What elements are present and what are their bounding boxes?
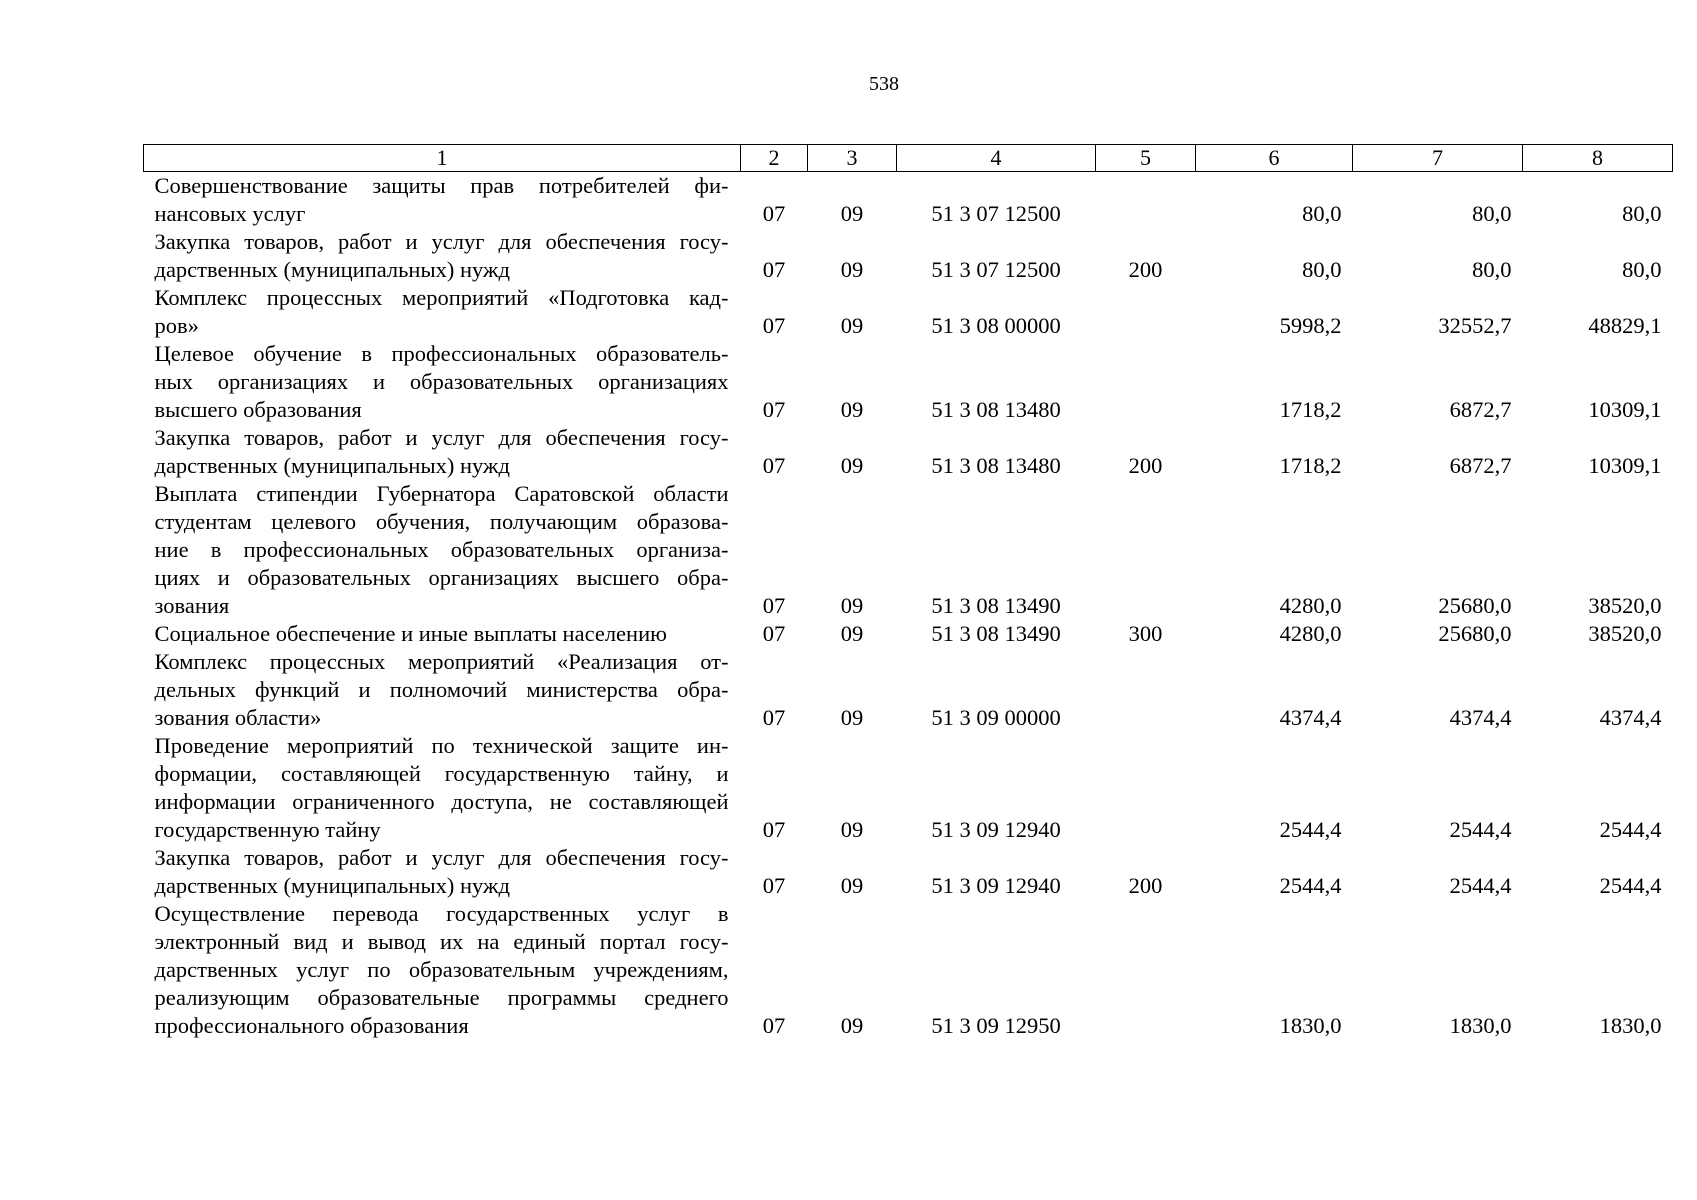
row-subsection-code: 09	[840, 313, 864, 338]
row-name-line: дарственных (муниципальных) нужд	[154, 873, 510, 898]
header-col-8: 8	[1523, 145, 1673, 172]
row-target-article: 51 3 09 12950	[931, 1013, 1061, 1038]
row-name-line: информации ограниченного доступа, не составляющей	[154, 789, 729, 814]
row-name-line: Совершенствование защиты прав потребителей фи-	[154, 173, 729, 198]
row-expense-type: 300	[1128, 621, 1163, 646]
row-amount-col8: 38520,0	[1588, 593, 1662, 618]
row-name-line: формации, составляющей государственную тайну, и	[154, 761, 729, 786]
row-amount-col8: 10309,1	[1588, 397, 1662, 422]
row-section-code: 07	[762, 313, 786, 338]
row-amount-col7: 25680,0	[1438, 593, 1512, 618]
row-target-article: 51 3 09 12940	[931, 817, 1061, 842]
row-name	[144, 844, 741, 900]
row-amount-col8: 4374,4	[1599, 705, 1662, 730]
header-row	[144, 145, 1673, 172]
table-header	[144, 145, 1673, 172]
row-name	[144, 480, 741, 620]
row-expense-type	[1096, 648, 1196, 732]
table-row	[144, 732, 1673, 844]
header-col-1: 1	[144, 145, 741, 172]
row-name	[144, 340, 741, 424]
row-expense-type	[1096, 340, 1196, 424]
row-amount-col6: 1718,2	[1279, 397, 1342, 422]
row-name-line: циях и образовательных организациях высшего обра-	[154, 565, 729, 590]
header-col-2: 2	[741, 145, 808, 172]
row-amount-col8: 48829,1	[1588, 313, 1662, 338]
row-name-line: Социальное обеспечение и иные выплаты населению	[154, 621, 667, 646]
row-section-code: 07	[762, 621, 786, 646]
row-target-article: 51 3 08 13490	[931, 621, 1061, 646]
row-amount-col7: 25680,0	[1438, 621, 1512, 646]
header-col-4: 4	[897, 145, 1096, 172]
row-amount-col6: 2544,4	[1279, 873, 1342, 898]
row-subsection-code: 09	[840, 873, 864, 898]
row-amount-col6: 80,0	[1302, 201, 1342, 226]
row-section-code: 07	[762, 397, 786, 422]
row-target-article: 51 3 08 13480	[931, 453, 1061, 478]
row-name-line: дарственных (муниципальных) нужд	[154, 453, 510, 478]
row-amount-col8: 10309,1	[1588, 453, 1662, 478]
table-row	[144, 228, 1673, 284]
row-section-code: 07	[762, 201, 786, 226]
row-name-line: государственную тайну	[154, 817, 381, 842]
row-name-line: Целевое обучение в профессиональных образователь-	[154, 341, 729, 366]
row-amount-col6: 4280,0	[1279, 593, 1342, 618]
row-target-article: 51 3 08 00000	[931, 313, 1061, 338]
row-section-code: 07	[762, 593, 786, 618]
row-amount-col6: 2544,4	[1279, 817, 1342, 842]
row-amount-col6: 80,0	[1302, 257, 1342, 282]
row-target-article: 51 3 08 13490	[931, 593, 1061, 618]
row-section-code: 07	[762, 1013, 786, 1038]
table-row	[144, 340, 1673, 424]
row-amount-col8: 1830,0	[1599, 1013, 1662, 1038]
row-amount-col7: 2544,4	[1449, 817, 1512, 842]
row-name-line: Закупка товаров, работ и услуг для обеспечения госу-	[154, 845, 729, 870]
row-name	[144, 424, 741, 480]
row-section-code: 07	[762, 257, 786, 282]
row-amount-col7: 6872,7	[1449, 453, 1512, 478]
row-name-line: высшего образования	[154, 397, 362, 422]
row-expense-type: 200	[1128, 257, 1163, 282]
row-amount-col8: 38520,0	[1588, 621, 1662, 646]
row-amount-col7: 80,0	[1472, 257, 1512, 282]
row-amount-col7: 4374,4	[1449, 705, 1512, 730]
header-col-5: 5	[1096, 145, 1196, 172]
row-name	[144, 620, 741, 648]
table-row	[144, 480, 1673, 620]
row-name-line: зования области»	[154, 705, 322, 730]
row-target-article: 51 3 08 13480	[931, 397, 1061, 422]
row-section-code: 07	[762, 817, 786, 842]
row-amount-col6: 4280,0	[1279, 621, 1342, 646]
table-row	[144, 284, 1673, 340]
row-expense-type: 200	[1128, 453, 1163, 478]
row-subsection-code: 09	[840, 705, 864, 730]
row-name-line: дельных функций и полномочий министерства обра-	[154, 677, 729, 702]
row-name-line: Выплата стипендии Губернатора Саратовской области	[154, 481, 729, 506]
row-name	[144, 172, 741, 229]
row-name-line: Закупка товаров, работ и услуг для обеспечения госу-	[154, 425, 729, 450]
row-subsection-code: 09	[840, 1013, 864, 1038]
row-name-line: ние в профессиональных образовательных организа-	[154, 537, 729, 562]
row-amount-col7: 80,0	[1472, 201, 1512, 226]
row-amount-col7: 32552,7	[1438, 313, 1512, 338]
row-name-line: студентам целевого обучения, получающим образова-	[154, 509, 729, 534]
table-body	[144, 172, 1673, 1041]
row-subsection-code: 09	[840, 201, 864, 226]
row-expense-type	[1096, 480, 1196, 620]
row-expense-type	[1096, 172, 1196, 229]
table-row	[144, 648, 1673, 732]
row-amount-col6: 1830,0	[1279, 1013, 1342, 1038]
row-amount-col6: 4374,4	[1279, 705, 1342, 730]
row-expense-type	[1096, 732, 1196, 844]
row-amount-col6: 5998,2	[1279, 313, 1342, 338]
row-subsection-code: 09	[840, 453, 864, 478]
row-amount-col7: 1830,0	[1449, 1013, 1512, 1038]
row-name	[144, 284, 741, 340]
row-amount-col8: 80,0	[1622, 201, 1662, 226]
row-name	[144, 900, 741, 1040]
row-section-code: 07	[762, 873, 786, 898]
row-amount-col8: 80,0	[1622, 257, 1662, 282]
table-row	[144, 900, 1673, 1040]
row-name	[144, 732, 741, 844]
header-col-3: 3	[808, 145, 897, 172]
table-row	[144, 172, 1673, 229]
table-row	[144, 620, 1673, 648]
row-name	[144, 228, 741, 284]
row-name-line: Осуществление перевода государственных услуг в	[154, 901, 729, 926]
row-name-line: Комплекс процессных мероприятий «Подготовка кад-	[154, 285, 729, 310]
row-expense-type: 200	[1128, 873, 1163, 898]
row-target-article: 51 3 07 12500	[931, 201, 1061, 226]
row-amount-col7: 2544,4	[1449, 873, 1512, 898]
row-name-line: ров»	[154, 313, 199, 338]
row-name-line: ных организациях и образовательных организациях	[154, 369, 729, 394]
table-row	[144, 424, 1673, 480]
header-col-6: 6	[1196, 145, 1353, 172]
row-name-line: нансовых услуг	[154, 201, 306, 226]
row-name-line: дарственных услуг по образовательным учреждениям,	[154, 957, 729, 982]
row-subsection-code: 09	[840, 257, 864, 282]
row-amount-col8: 2544,4	[1599, 817, 1662, 842]
row-expense-type	[1096, 900, 1196, 1040]
row-target-article: 51 3 09 12940	[931, 873, 1061, 898]
row-subsection-code: 09	[840, 817, 864, 842]
row-expense-type	[1096, 284, 1196, 340]
row-subsection-code: 09	[840, 621, 864, 646]
row-section-code: 07	[762, 453, 786, 478]
row-amount-col8: 2544,4	[1599, 873, 1662, 898]
page-number: 538	[869, 73, 899, 95]
row-subsection-code: 09	[840, 397, 864, 422]
row-amount-col6: 1718,2	[1279, 453, 1342, 478]
row-section-code: 07	[762, 705, 786, 730]
row-target-article: 51 3 09 00000	[931, 705, 1061, 730]
row-target-article: 51 3 07 12500	[931, 257, 1061, 282]
row-subsection-code: 09	[840, 593, 864, 618]
budget-table	[143, 144, 1673, 1040]
row-name	[144, 648, 741, 732]
row-name-line: реализующим образовательные программы среднего	[154, 985, 729, 1010]
row-name-line: профессионального образования	[154, 1013, 469, 1038]
row-name-line: электронный вид и вывод их на единый портал госу-	[154, 929, 729, 954]
row-name-line: Комплекс процессных мероприятий «Реализация от-	[154, 649, 729, 674]
row-name-line: зования	[154, 593, 230, 618]
header-col-7: 7	[1353, 145, 1523, 172]
row-name-line: дарственных (муниципальных) нужд	[154, 257, 510, 282]
table-row	[144, 844, 1673, 900]
row-name-line: Проведение мероприятий по технической защите ин-	[154, 733, 729, 758]
row-amount-col7: 6872,7	[1449, 397, 1512, 422]
row-name-line: Закупка товаров, работ и услуг для обеспечения госу-	[154, 229, 729, 254]
